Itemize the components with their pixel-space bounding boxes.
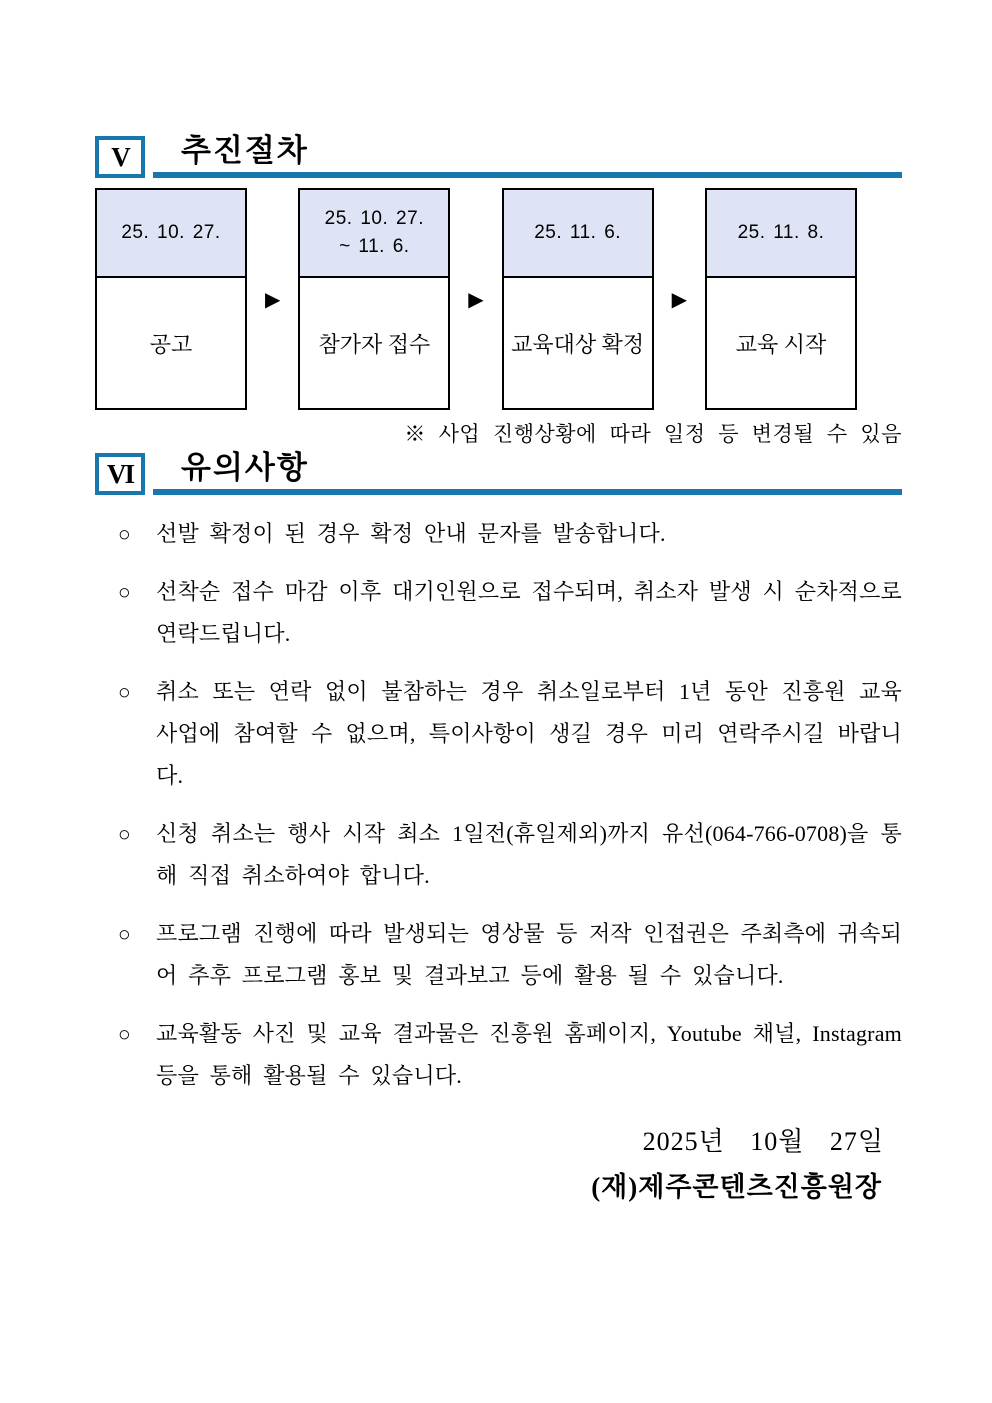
process-step-label: 참가자 접수 — [318, 331, 431, 357]
process-step-label: 교육대상 확정 — [511, 331, 645, 357]
section-v-number: V — [111, 141, 129, 172]
document-footer — [0, 1120, 992, 1210]
notice-item-text: 교육활동 사진 및 교육 결과물은 진흥원 홈페이지, Youtube 채널, Instagram 등을 통해 활용될 수 있습니다. — [156, 1021, 902, 1088]
bullet-circle-icon: ○ — [118, 580, 131, 604]
section-v-title: 추진절차 — [181, 133, 309, 168]
bullet-circle-icon: ○ — [118, 922, 131, 946]
section-vi-header — [95, 451, 902, 495]
process-step-date — [300, 190, 448, 278]
process-step-date — [504, 190, 652, 278]
process-step-label: 공고 — [149, 331, 193, 357]
notice-item-text: 선착순 접수 마감 이후 대기인원으로 접수되며, 취소자 발생 시 순차적으로 연락드립니다. — [156, 579, 902, 646]
bullet-circle-icon: ○ — [118, 1022, 131, 1046]
bullet-circle-icon: ○ — [118, 822, 131, 846]
process-step-date-line: 25. 11. 8. — [737, 222, 825, 243]
bullet-circle-icon: ○ — [118, 522, 131, 546]
section-vi-number-box — [95, 453, 145, 495]
process-step-date-line: ~ 11. 6. — [339, 236, 410, 257]
notice-item — [118, 813, 902, 897]
notice-item-text: 선발 확정이 된 경우 확정 안내 문자를 발송합니다. — [156, 521, 666, 546]
process-flow — [95, 188, 857, 410]
arrow-right-icon: ▶ — [671, 287, 688, 311]
flow-gap — [654, 188, 705, 410]
process-step-date-line: 25. 11. 6. — [534, 222, 622, 243]
flow-gap — [247, 188, 298, 410]
notice-item — [118, 671, 902, 797]
bullet-circle-icon: ○ — [118, 680, 131, 704]
notice-item-text: 취소 또는 연락 없이 불참하는 경우 취소일로부터 1년 동안 진흥원 교육 사업에 참여할 수 없으며, 특이사항이 생길 경우 미리 연락주시길 바랍니다. — [156, 679, 902, 788]
footer-issuer: (재)제주콘텐츠진흥원장 — [591, 1172, 882, 1202]
process-step-box — [502, 188, 654, 410]
footer-date: 2025년 10월 27일 — [642, 1127, 884, 1156]
arrow-right-icon: ▶ — [264, 287, 281, 311]
process-step-box — [95, 188, 247, 410]
notice-item — [118, 571, 902, 655]
section-vi-number: VI — [106, 458, 133, 489]
process-step-date-line: 25. 10. 27. — [121, 222, 221, 243]
notice-item — [118, 1013, 902, 1097]
process-step-date — [707, 190, 855, 278]
process-step-label: 교육 시작 — [735, 331, 827, 357]
process-step-date-line: 25. 10. 27. — [324, 208, 424, 229]
section-v-number-box — [95, 136, 145, 178]
notice-item — [118, 513, 902, 555]
process-step-box — [298, 188, 450, 410]
section-v-title-rule — [153, 134, 902, 178]
section-vi-title-rule — [153, 451, 902, 495]
section-vi-title: 유의사항 — [181, 450, 309, 485]
process-step-box — [705, 188, 857, 410]
notice-list — [118, 513, 902, 1097]
arrow-right-icon: ▶ — [468, 287, 484, 311]
process-note: ※ 사업 진행상황에 따라 일정 등 변경될 수 있음 — [404, 422, 902, 446]
section-v-header — [95, 134, 902, 178]
process-step-date — [97, 190, 245, 278]
notice-item-text: 프로그램 진행에 따라 발생되는 영상물 등 저작 인접권은 주최측에 귀속되어 추후 프로그램 홍보 및 결과보고 등에 활용 될 수 있습니다. — [156, 921, 902, 988]
notice-item-text: 신청 취소는 행사 시작 최소 1일전(휴일제외)까지 유선(064-766-0708)을 통해 직접 취소하여야 합니다. — [156, 821, 902, 888]
flow-gap — [450, 188, 501, 410]
notice-item — [118, 913, 902, 997]
